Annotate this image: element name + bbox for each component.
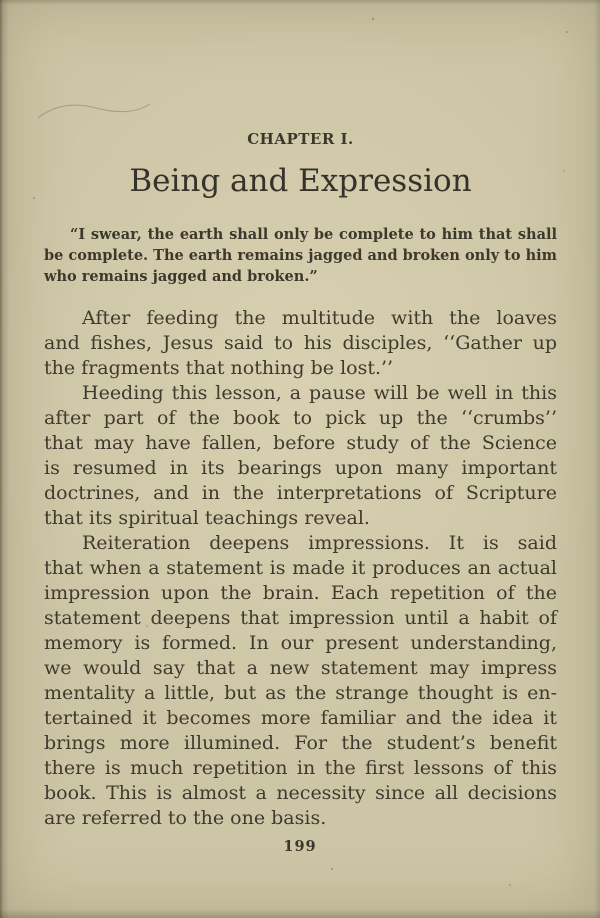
text-line: brings more illumined. For the student’s benefit xyxy=(44,732,557,754)
text-line: statement deepens that impression until a habit of xyxy=(44,607,557,629)
text-line: Reiteration deepens impressions. It is said xyxy=(82,532,557,554)
text-line: we would say that a new statement may impress xyxy=(44,657,557,679)
text-line: doctrines, and in the interpretations of Scripture xyxy=(44,482,557,504)
text-line: After feeding the multitude with the loaves xyxy=(82,307,557,329)
text-line: be complete. The earth remains jagged and broken only to him xyxy=(44,247,557,264)
text-line: Heeding this lesson, a pause will be well in this xyxy=(82,382,557,404)
text-block xyxy=(44,0,557,831)
text-line: tertained it becomes more familiar and the idea it xyxy=(44,707,557,729)
text-line: “I swear, the earth shall only be complete to him that shall xyxy=(70,226,557,243)
text-line: book. This is almost a necessity since all decisions xyxy=(44,782,557,804)
text-line: that when a statement is made it produces an actual xyxy=(44,557,557,579)
text-line: who remains jagged and broken.” xyxy=(44,268,318,285)
text-line: the fragments that nothing be lost.’’ xyxy=(44,357,394,379)
text-line: after part of the book to pick up the ‘‘crumbs’’ xyxy=(44,407,557,429)
text-line: and fishes, Jesus said to his disciples, ‘‘Gather up xyxy=(44,332,557,354)
page-title: Being and Expression xyxy=(129,163,472,199)
chapter-heading: CHAPTER I. xyxy=(247,130,354,148)
text-line: memory is formed. In our present understanding, xyxy=(44,632,557,654)
epigraph xyxy=(44,224,557,287)
text-line: that its spiritual teachings reveal. xyxy=(44,507,370,529)
body-text xyxy=(44,306,557,831)
text-line: is resumed in its bearings upon many important xyxy=(44,457,557,479)
text-line: are referred to the one basis. xyxy=(44,807,327,829)
text-line: that may have fallen, before study of the Science xyxy=(44,432,557,454)
text-line: impression upon the brain. Each repetition of the xyxy=(44,582,557,604)
scan-specks xyxy=(0,0,2,2)
text-line: mentality a little, but as the strange thought is en- xyxy=(44,682,557,704)
text-line: there is much repetition in the first lessons of this xyxy=(44,757,557,779)
page-number: 199 xyxy=(283,838,317,855)
